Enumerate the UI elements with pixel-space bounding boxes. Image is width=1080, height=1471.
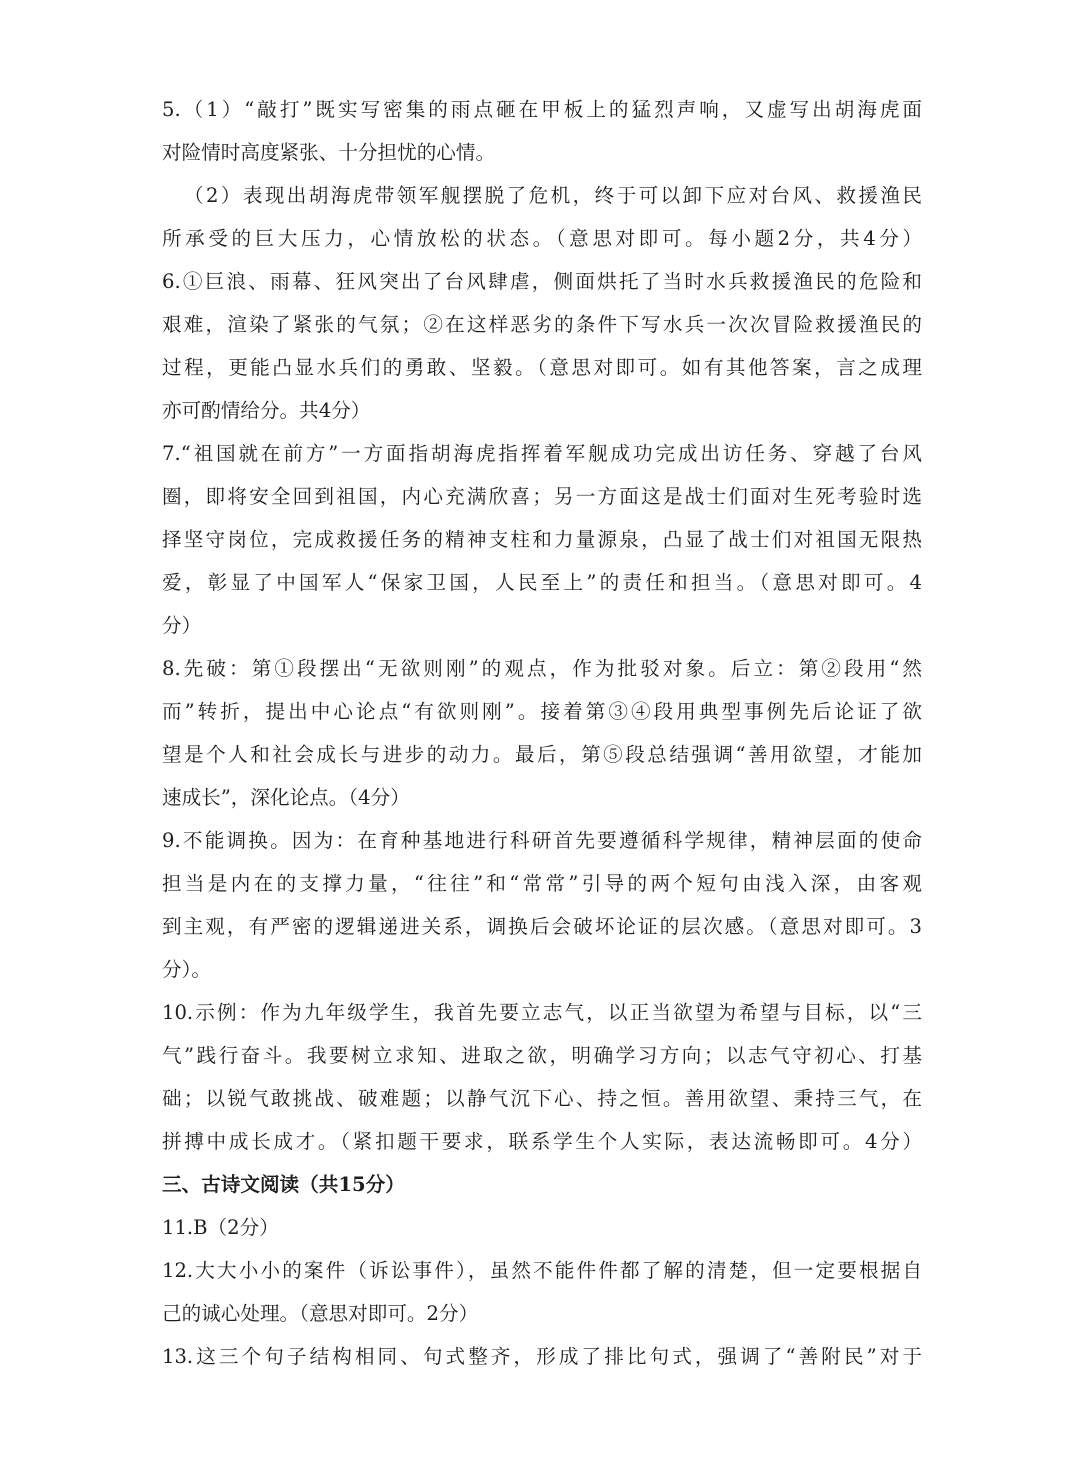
answer-13-line-1: 13.这三个句子结构相同、句式整齐，形成了排比句式，强调了“善附民”对于 — [162, 1345, 922, 1368]
answer-12-line-2: 己的诚心处理。（意思对即可。2分） — [162, 1302, 479, 1325]
answer-12-line-1: 12.大大小小的案件（诉讼事件），虽然不能件件都了解的清楚，但一定要根据自 — [162, 1259, 922, 1282]
answer-10-line-4: 拼搏中成长成才。（紧扣题干要求，联系学生个人实际，表达流畅即可。4分） — [162, 1130, 922, 1153]
section-3-heading: 三、古诗文阅读（共15分） — [162, 1173, 405, 1196]
answer-9-line-3: 到主观，有严密的逻辑递进关系，调换后会破坏论证的层次感。（意思对即可。3 — [162, 915, 922, 938]
answer-8-line-3: 望是个人和社会成长与进步的动力。最后，第⑤段总结强调“善用欲望，才能加 — [162, 743, 922, 766]
answer-10-line-1: 10.示例：作为九年级学生，我首先要立志气，以正当欲望为希望与目标，以“三 — [162, 1001, 922, 1024]
answer-11: 11.B（2分） — [162, 1216, 279, 1239]
answer-6-line-1: 6.①巨浪、雨幕、狂风突出了台风肆虐，侧面烘托了当时水兵救援渔民的危险和 — [162, 270, 922, 293]
answer-7-line-4: 爱，彰显了中国军人“保家卫国，人民至上”的责任和担当。（意思对即可。4 — [162, 571, 922, 594]
answer-6-line-3: 过程，更能凸显水兵们的勇敢、坚毅。（意思对即可。如有其他答案，言之成理 — [162, 356, 922, 379]
answer-6-line-2: 艰难，渲染了紧张的气氛；②在这样恶劣的条件下写水兵一次次冒险救援渔民的 — [162, 313, 922, 336]
answer-5-line-2: 对险情时高度紧张、十分担忧的心情。 — [162, 141, 496, 164]
answer-7-line-5: 分） — [162, 614, 202, 637]
answer-8-line-4: 速成长”，深化论点。（4分） — [162, 786, 410, 809]
answer-8-line-1: 8.先破：第①段摆出“无欲则刚”的观点，作为批驳对象。后立：第②段用“然 — [162, 657, 922, 680]
answer-6-line-4: 亦可酌情给分。共4分） — [162, 399, 371, 422]
answer-7-line-2: 圈，即将安全回到祖国，内心充满欣喜；另一方面这是战士们面对生死考验时选 — [162, 485, 922, 508]
answer-key-page — [162, 88, 922, 1378]
answer-8-line-2: 而”转折，提出中心论点“有欲则刚”。接着第③④段用典型事例先后论证了欲 — [162, 700, 922, 723]
answer-10-line-2: 气”践行奋斗。我要树立求知、进取之欲，明确学习方向；以志气守初心、打基 — [162, 1044, 922, 1067]
answer-5-2-line-2: 所承受的巨大压力，心情放松的状态。（意思对即可。每小题2分，共4分） — [162, 227, 922, 250]
answer-7-line-3: 择坚守岗位，完成救援任务的精神支柱和力量源泉，凸显了战士们对祖国无限热 — [162, 528, 922, 551]
answer-10-line-3: 础；以锐气敢挑战、破难题；以静气沉下心、持之恒。善用欲望、秉持三气，在 — [162, 1087, 922, 1110]
answer-5-line-1: 5.（1）“敲打”既实写密集的雨点砸在甲板上的猛烈声响，又虚写出胡海虎面 — [162, 98, 922, 121]
answer-9-line-2: 担当是内在的支撑力量，“往往”和“常常”引导的两个短句由浅入深，由客观 — [162, 872, 922, 895]
answer-9-line-4: 分）。 — [162, 958, 211, 981]
answer-9-line-1: 9.不能调换。因为：在育种基地进行科研首先要遵循科学规律，精神层面的使命 — [162, 829, 922, 852]
answer-7-line-1: 7.“祖国就在前方”一方面指胡海虎指挥着军舰成功完成出访任务、穿越了台风 — [162, 442, 922, 465]
answer-5-2-line-1: （2）表现出胡海虎带领军舰摆脱了危机，终于可以卸下应对台风、救援渔民 — [184, 184, 922, 207]
